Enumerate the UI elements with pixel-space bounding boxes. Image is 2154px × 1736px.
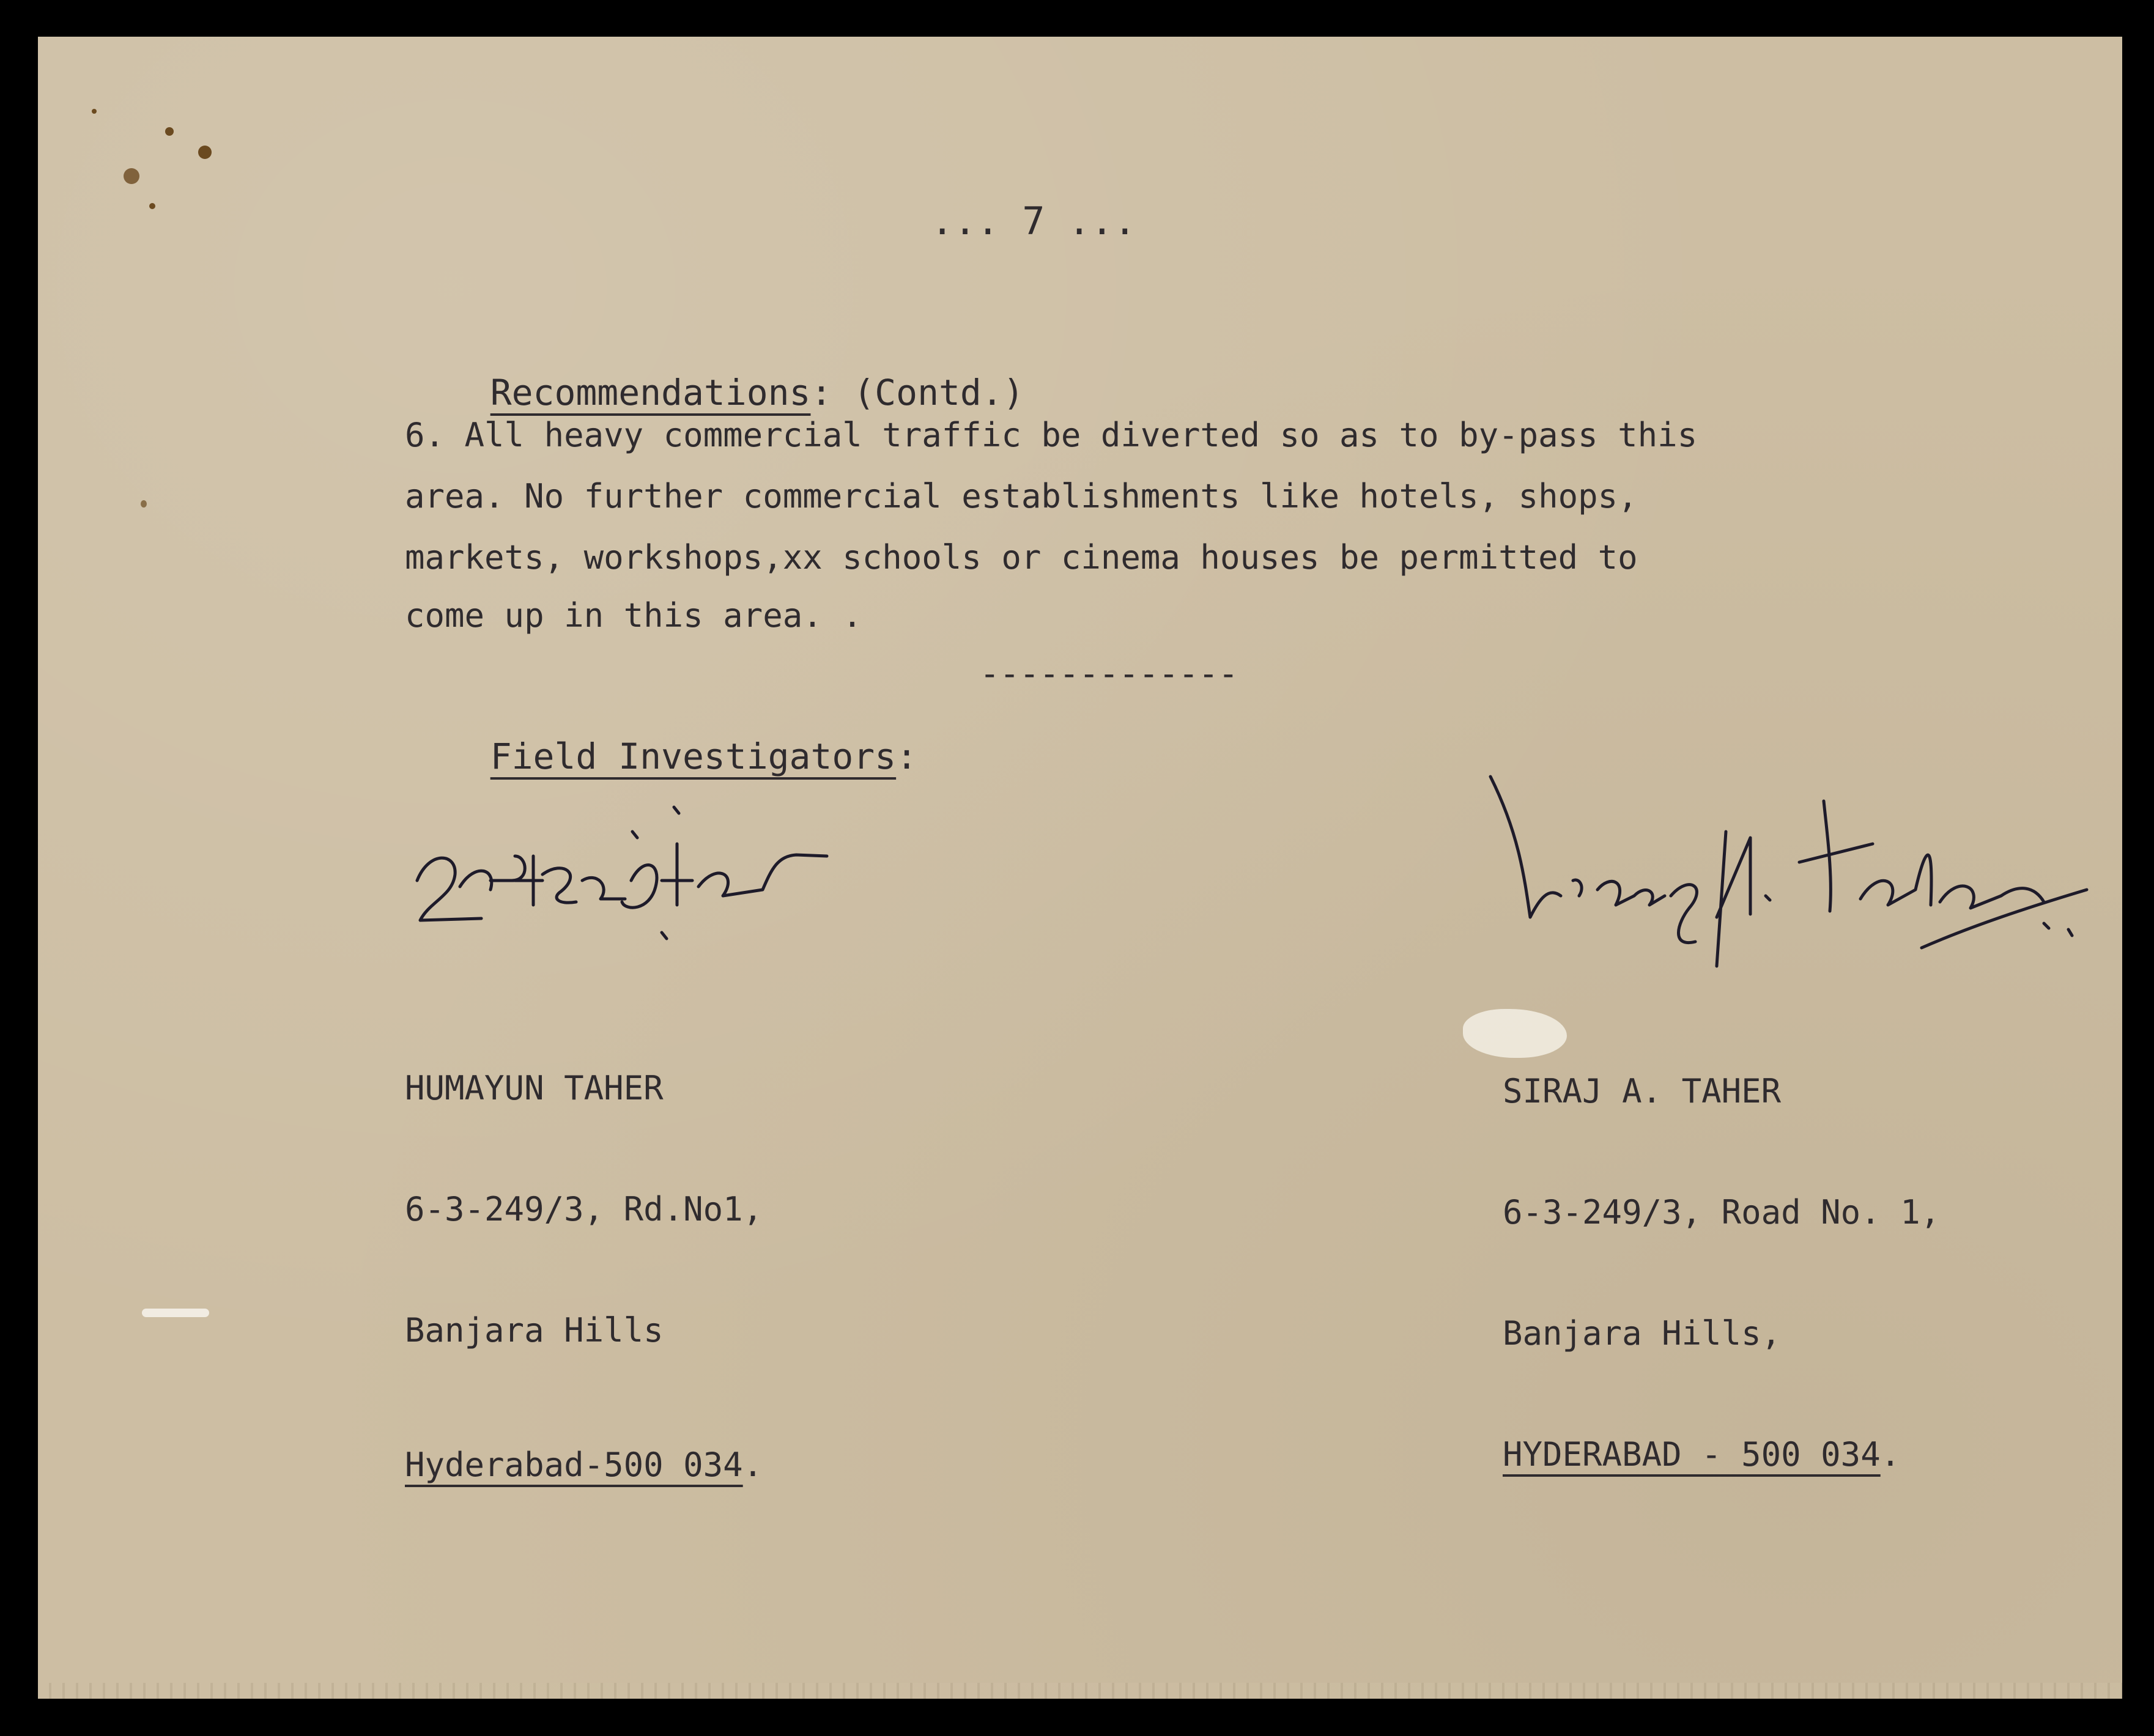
signature-humayun-taher — [405, 789, 833, 954]
recommendation-line: come up in this area. . — [405, 596, 862, 635]
investigator-city-line — [1503, 1435, 1940, 1475]
stain-mark — [124, 168, 139, 184]
investigator-name: HUMAYUN TAHER — [405, 1069, 664, 1107]
investigator-block — [1503, 991, 1940, 1556]
investigator-city: Hyderabad-500 034 — [405, 1446, 743, 1484]
investigator-address-line: Banjara Hills — [405, 1311, 664, 1350]
signature-siraj-a-taher — [1432, 764, 2093, 997]
stain-mark — [165, 127, 174, 136]
recommendations-heading-label: Recommendations — [490, 372, 811, 413]
investigator-block — [405, 988, 763, 1566]
page-number: ... 7 ... — [931, 199, 1136, 243]
investigator-address-line: 6-3-249/3, Road No. 1, — [1503, 1193, 1941, 1232]
recommendation-line: area. No further commercial establishments like hotels, shops, — [405, 477, 1638, 515]
stain-mark — [198, 146, 212, 159]
field-investigators-heading-label: Field Investigators — [490, 736, 897, 777]
document-page — [38, 37, 2122, 1699]
stain-mark — [149, 203, 155, 209]
paper-tear — [142, 1309, 209, 1317]
section-rule: ------------- — [980, 654, 1238, 693]
paper-edge — [38, 1683, 2122, 1699]
investigator-address-line: 6-3-249/3, Rd.No1, — [405, 1190, 763, 1228]
investigator-city-suffix: . — [742, 1446, 763, 1484]
stain-mark — [141, 500, 147, 508]
investigator-city-line — [405, 1445, 763, 1485]
recommendations-heading-suffix: : (Contd.) — [810, 372, 1024, 413]
recommendation-line: markets, workshops,xx schools or cinema houses be permitted to — [405, 538, 1638, 577]
field-investigators-heading-suffix: : — [896, 736, 918, 777]
investigator-city-suffix: . — [1880, 1435, 1901, 1474]
investigator-name: SIRAJ A. TAHER — [1503, 1072, 1782, 1110]
investigator-city: HYDERABAD - 500 034 — [1503, 1435, 1881, 1474]
recommendation-line: 6. All heavy commercial traffic be diverted so as to by-pass this — [405, 416, 1698, 454]
stain-mark — [92, 109, 97, 114]
investigator-address-line: Banjara Hills, — [1503, 1314, 1782, 1353]
